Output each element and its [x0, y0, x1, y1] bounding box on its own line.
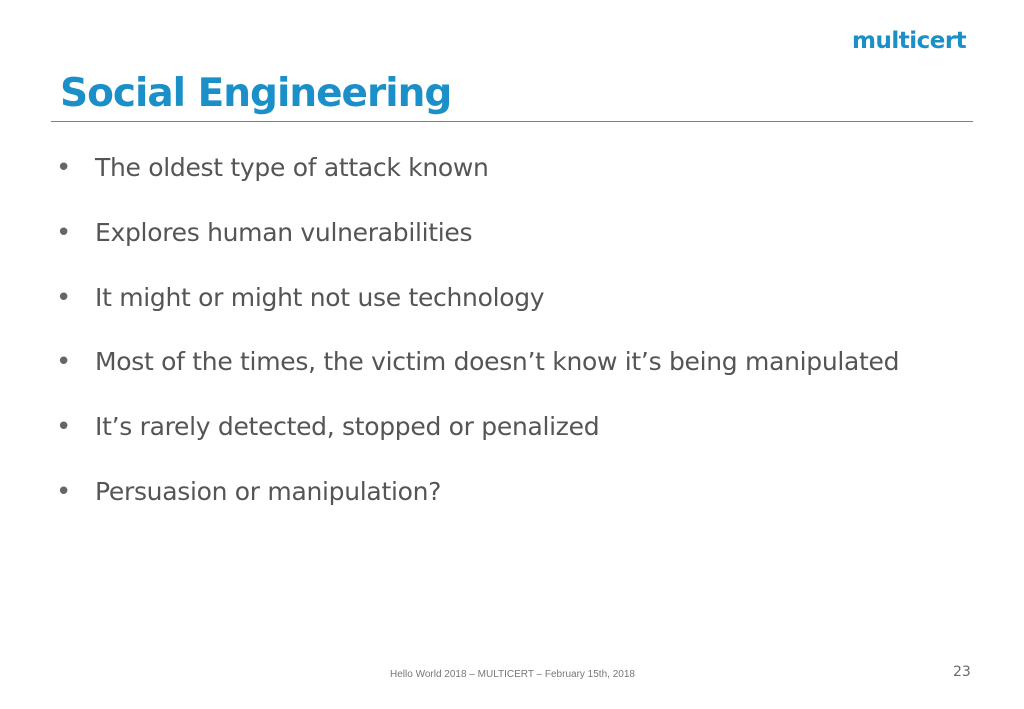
bullet-item — [56, 215, 976, 280]
bullet-list — [56, 150, 976, 539]
bullet-dot-icon: • — [56, 412, 72, 443]
bullet-item — [56, 344, 976, 409]
bullet-item — [56, 474, 976, 539]
bullet-dot-icon: • — [56, 347, 72, 378]
bullet-text: It might or might not use technology — [95, 282, 545, 312]
bullet-dot-icon: • — [56, 153, 72, 183]
slide-footer: Hello World 2018 – MULTICERT – February 15th, 2018 — [390, 669, 635, 680]
bullet-text: Most of the times, the victim doesn’t know it’s being manipulated — [95, 347, 900, 377]
bullet-text: It’s rarely detected, stopped or penalized — [95, 412, 600, 442]
bullet-item — [56, 150, 976, 215]
bullet-item — [56, 280, 976, 345]
slide-title: Social Engineering — [60, 71, 452, 116]
bullet-dot-icon: • — [56, 282, 72, 313]
multicert-logo: multicert — [852, 28, 967, 54]
bullet-text: Explores human vulnerabilities — [95, 217, 473, 247]
bullet-dot-icon: • — [56, 476, 72, 507]
title-divider — [51, 121, 973, 122]
bullet-text: The oldest type of attack known — [95, 153, 489, 182]
bullet-dot-icon: • — [56, 217, 72, 248]
page-number: 23 — [953, 664, 971, 680]
bullet-text: Persuasion or manipulation? — [95, 476, 442, 506]
bullet-item — [56, 409, 976, 474]
